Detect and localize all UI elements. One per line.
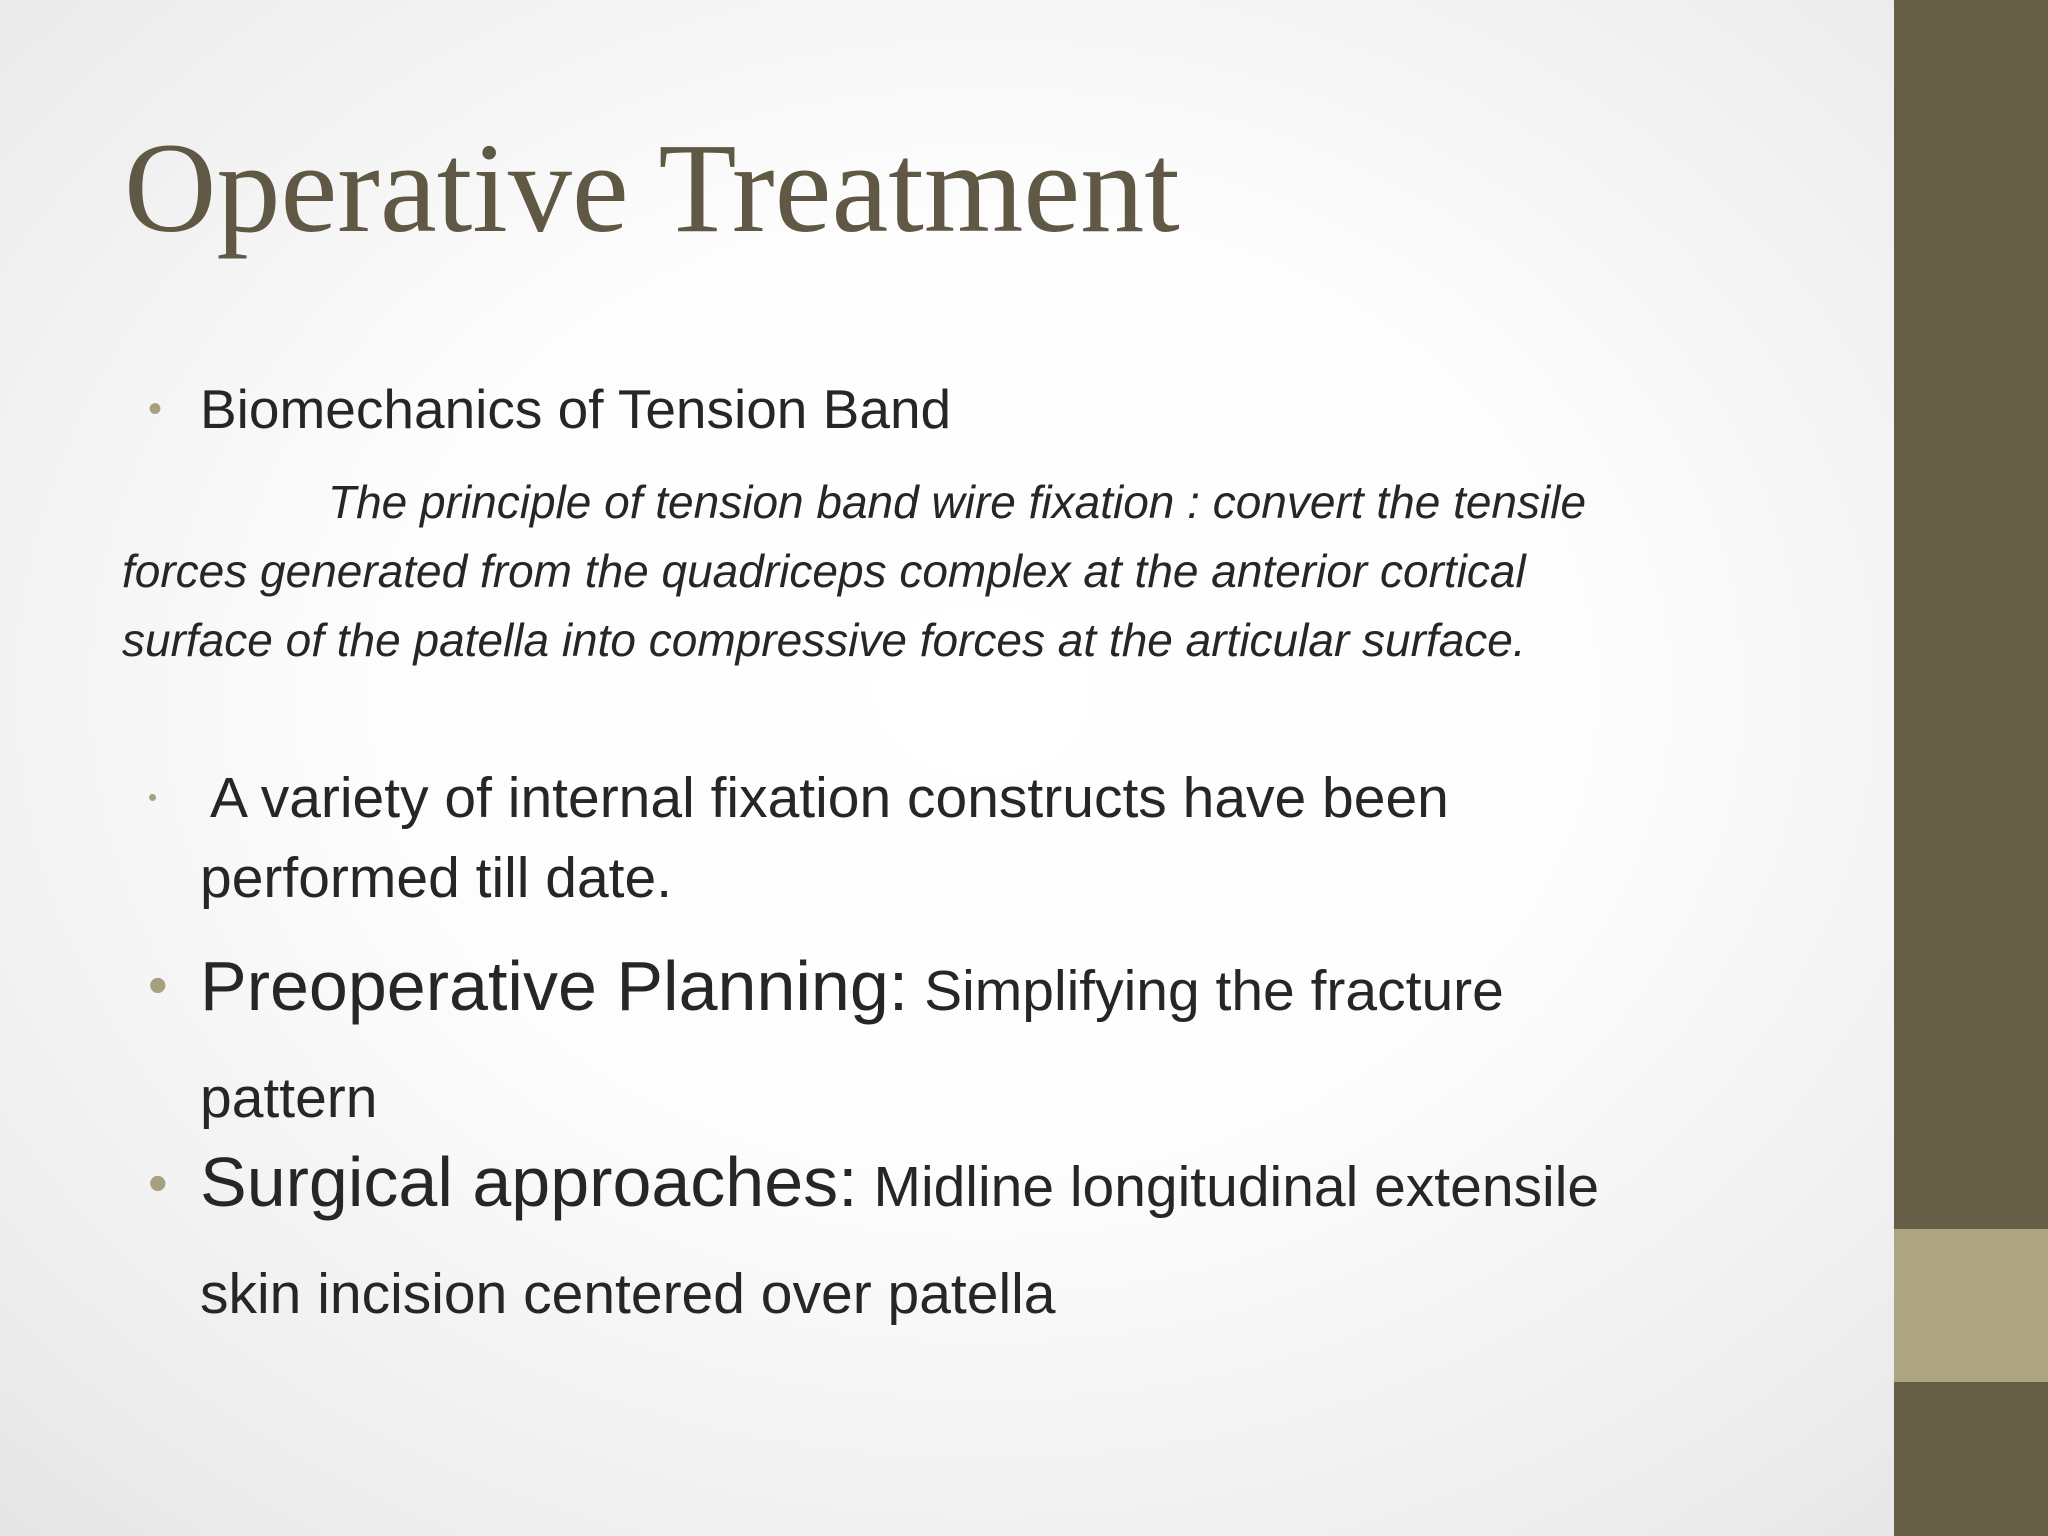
bullet-biomechanics: Biomechanics of Tension Band — [200, 378, 952, 440]
bullet-marker: • — [148, 782, 158, 812]
principle-line-1: The principle of tension band wire fixation : convert the tensile — [328, 476, 1587, 528]
slide-title: Operative Treatment — [124, 117, 1180, 259]
bullet-surgical-approaches — [200, 1136, 1700, 1355]
bullet-marker: • — [148, 1151, 168, 1214]
principle-line-2: forces generated from the quadriceps complex at the anterior cortical — [122, 545, 1526, 597]
bullet-preoperative-planning — [200, 940, 1700, 1159]
bullet-detail: Midline longitudinal extensile — [857, 1155, 1600, 1219]
bullet-detail: pattern — [200, 1066, 378, 1130]
bullet-marker: • — [148, 387, 163, 431]
bullet-line: performed till date. — [200, 846, 673, 910]
principle-line-3: surface of the patella into compressive forces at the articular surface. — [122, 614, 1526, 666]
bullet-fixation-constructs — [200, 758, 1680, 918]
bullet-heading: Surgical approaches: — [200, 1143, 858, 1221]
bullet-heading: Preoperative Planning: — [200, 947, 909, 1025]
bullet-marker: • — [148, 953, 168, 1016]
bullet-detail: Simplifying the fracture — [908, 959, 1504, 1023]
bullet-detail: skin incision centered over patella — [200, 1262, 1056, 1326]
bullet-line: A variety of internal fixation constructs have been — [210, 766, 1449, 830]
tension-band-principle — [122, 468, 1782, 675]
side-accent-block — [1894, 1229, 2048, 1382]
